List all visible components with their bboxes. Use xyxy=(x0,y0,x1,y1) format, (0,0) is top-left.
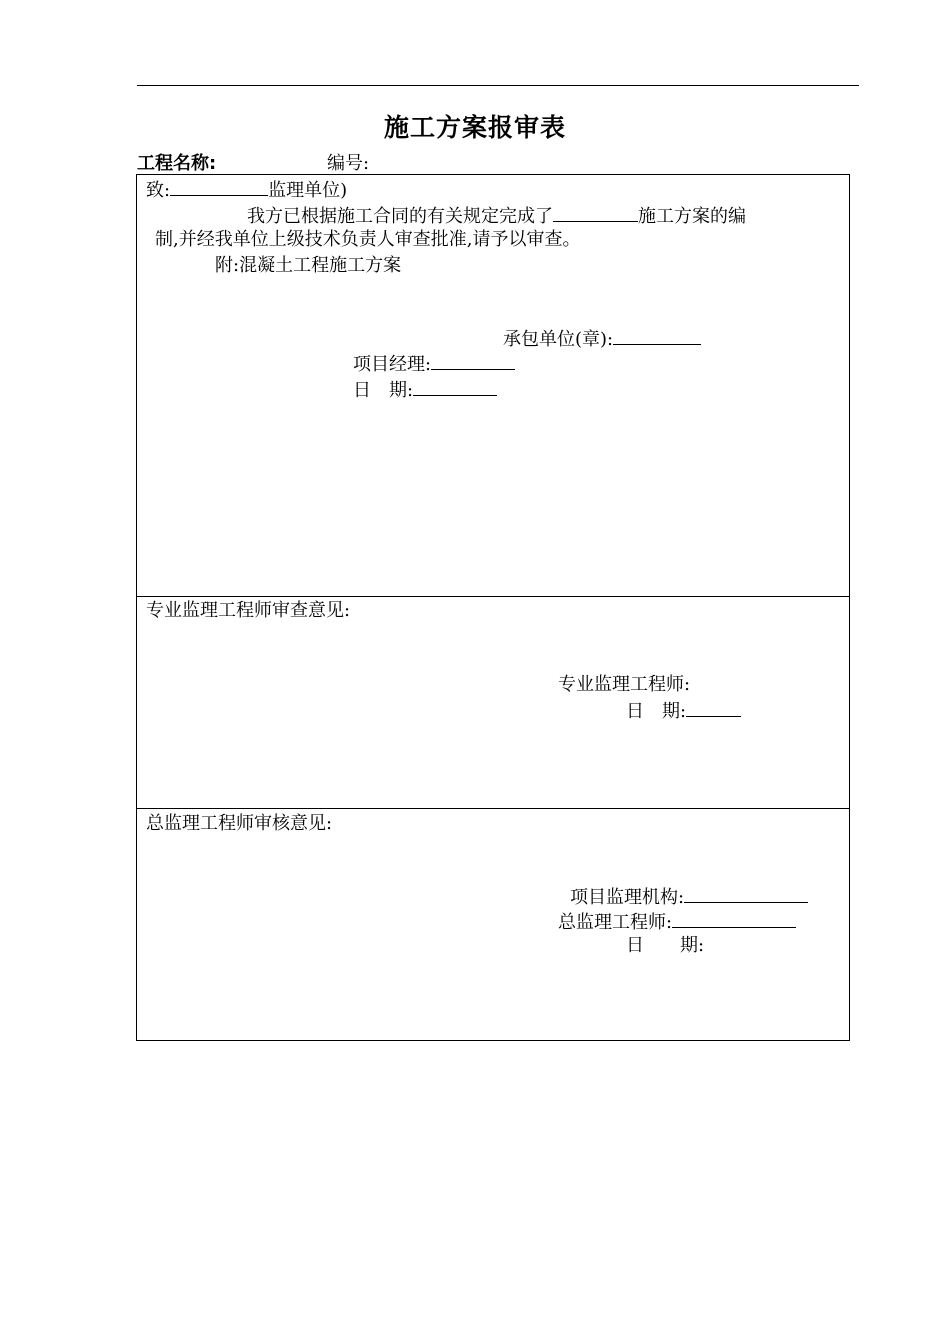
specialist-heading: 专业监理工程师审查意见: xyxy=(146,600,351,621)
contractor-blank[interactable] xyxy=(613,327,701,345)
specialist-date-label: 日 期: xyxy=(626,701,687,722)
to-prefix: 致: xyxy=(146,180,171,201)
header-rule xyxy=(137,85,859,86)
chief-date-line: 日 期: xyxy=(626,935,705,956)
contractor-line xyxy=(503,327,701,351)
supervisor-unit-blank[interactable] xyxy=(170,178,268,196)
body-line-2: 制,并经我单位上级技术负责人审查批准,请予以审查。 xyxy=(155,229,581,250)
pm-label: 项目经理: xyxy=(353,354,432,375)
contractor-label: 承包单位(章): xyxy=(503,329,614,350)
body-line-1-b: 施工方案的编 xyxy=(638,206,746,227)
supervision-org-blank[interactable] xyxy=(684,885,808,903)
chief-signer-blank[interactable] xyxy=(672,910,796,928)
number-label: 编号: xyxy=(327,153,370,174)
submission-section xyxy=(137,175,849,597)
plan-name-blank[interactable] xyxy=(553,204,638,222)
supervision-org-line xyxy=(570,885,808,909)
supervision-org-label: 项目监理机构: xyxy=(570,887,685,908)
form-table xyxy=(136,174,850,1041)
meta-row xyxy=(137,149,370,175)
chief-heading: 总监理工程师审核意见: xyxy=(146,813,333,834)
body-line-1-a: 我方已根据施工合同的有关规定完成了 xyxy=(247,206,553,227)
body-line-1 xyxy=(247,204,746,228)
addressee-line xyxy=(146,178,347,202)
submit-date-label: 日 期: xyxy=(353,380,414,401)
chief-signer-label: 总监理工程师: xyxy=(558,912,673,933)
pm-blank[interactable] xyxy=(431,352,515,370)
specialist-review-section xyxy=(137,596,849,809)
attachment-line: 附:混凝土工程施工方案 xyxy=(215,255,402,276)
submit-date-line xyxy=(353,378,497,402)
chief-signer-line xyxy=(558,910,796,934)
chief-review-section xyxy=(137,809,849,1041)
document-title: 施工方案报审表 xyxy=(383,113,566,142)
pm-line xyxy=(353,352,515,376)
to-suffix: 监理单位) xyxy=(268,180,348,201)
specialist-date-line xyxy=(626,699,741,723)
project-name-label: 工程名称: xyxy=(137,153,217,174)
specialist-signer-line: 专业监理工程师: xyxy=(558,674,691,695)
specialist-date-blank[interactable] xyxy=(686,699,741,717)
submit-date-blank[interactable] xyxy=(413,378,497,396)
